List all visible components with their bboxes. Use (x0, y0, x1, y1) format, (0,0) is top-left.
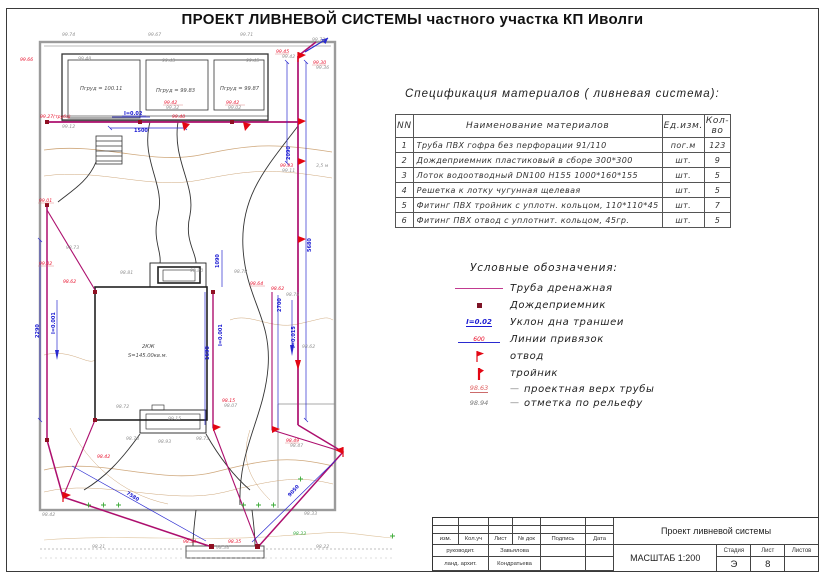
spec-col-name: Наименование материалов (413, 115, 662, 138)
legend-dash: — (510, 384, 519, 394)
spec-col-unit: Ед.изм. (662, 115, 704, 138)
plan-label: 1090 (215, 254, 221, 268)
spec-cell-unit: пог.м (662, 138, 704, 153)
tb-role: ланд. архит. (433, 557, 489, 571)
legend-item (448, 365, 748, 382)
plan-label: 99.36 (316, 66, 330, 71)
plan-label: 98.21 (92, 545, 106, 550)
tb-header-cell: Кол.уч (459, 534, 489, 545)
tb-header-cell: изм. (433, 534, 459, 545)
plan-label: 99.42 (164, 101, 178, 106)
legend-item-label: Линии привязок (510, 334, 604, 345)
plan-label: 5680 (307, 238, 313, 252)
garden-paths (58, 122, 298, 546)
plan-label: Пгруд = 99.83 (156, 88, 196, 94)
plan-label: 98.81 (120, 271, 134, 276)
sheets-cell (785, 545, 818, 571)
title-block-revision-grid (433, 518, 614, 571)
spec-cell-qty: 5 (704, 213, 730, 228)
plan-label: 98.42 (97, 455, 111, 460)
plan-label: 9050 (287, 483, 301, 499)
plan-label: 98.73 (196, 437, 210, 442)
legend-item-label: Труба дренажная (510, 283, 613, 294)
spec-cell-unit: шт. (662, 153, 704, 168)
plan-label: 98.33 (293, 532, 307, 537)
tie-line-value: 600 (473, 335, 485, 343)
plan-label: 99.48 (78, 57, 92, 62)
plan-label: 98.42 (42, 513, 56, 518)
sheet-value: 8 (765, 558, 771, 570)
plan-label: 99.42 (226, 101, 240, 106)
project-name: Проект ливневой системы (614, 518, 818, 545)
spec-row (396, 213, 731, 228)
plan-label: 98.62 (271, 287, 285, 292)
plan-label: 98.78 (286, 293, 300, 298)
plan-label: 98.34 (183, 540, 197, 545)
plan-label: 98.22 (316, 545, 330, 550)
spec-table (395, 114, 731, 228)
legend-item-label: отвод (510, 351, 544, 362)
legend-heading: Условные обозначения: (470, 262, 618, 274)
plan-label: 2700 (277, 298, 283, 312)
plan-label: 99.01 (39, 199, 53, 204)
plan-label: 98.78 (126, 437, 140, 442)
plan-label: 99.71 (240, 33, 254, 38)
plan-label: 99.30 (313, 61, 327, 66)
spec-row (396, 168, 731, 183)
spec-cell-qty: 7 (704, 198, 730, 213)
plan-label: 99.45 (276, 50, 290, 55)
plan-label: 99.42 (282, 55, 296, 60)
plan-label: 99.12 (62, 125, 76, 130)
legend-item-label: тройник (510, 368, 559, 379)
tb-header-cell: Лист (489, 534, 513, 545)
spec-cell-unit: шт. (662, 213, 704, 228)
plan-label: 2КЖ (142, 344, 155, 350)
spec-cell-unit: шт. (662, 183, 704, 198)
plan-label: 1500 (134, 128, 148, 134)
plan-label: 98.64 (250, 282, 264, 287)
tb-header-cell: Подпись (541, 534, 586, 545)
plan-label: 98.62 (302, 345, 316, 350)
spec-cell-unit: шт. (662, 198, 704, 213)
plan-label: 99.67 (148, 33, 162, 38)
spec-row (396, 153, 731, 168)
tb-role-name: Завьялова (489, 545, 541, 557)
sheet-cell (751, 545, 785, 571)
legend-item (448, 382, 748, 396)
legend-item-label: Уклон дна траншеи (510, 317, 624, 328)
slope-label-icon: I=0.02 (466, 318, 492, 326)
legend-item (448, 331, 748, 348)
plan-label: 99.32 (166, 106, 180, 111)
relief-elevation-mark: 98.94 (469, 398, 489, 407)
spec-cell-name: Решетка к лотку чугунная щелевая (413, 183, 662, 198)
spec-row (396, 138, 731, 153)
plan-label: I=0.001 (51, 312, 57, 334)
plan-label: I=0.02 (124, 111, 143, 117)
spec-cell-name: Фитинг ПВХ отвод с уплотнит. кольцом, 45гр. (413, 213, 662, 228)
tb-header-cell: № док (513, 534, 541, 545)
project-elevation-mark: 98.63 (469, 384, 489, 392)
outlet-flag-icon (474, 350, 485, 363)
stage-value: Э (730, 558, 738, 570)
legend-item (448, 297, 748, 314)
plan-label: 99.66 (20, 58, 34, 63)
tb-header-cell: Дата (586, 534, 614, 545)
legend-item (448, 396, 748, 410)
plan-label: 98.73 (66, 246, 80, 251)
spec-row (396, 183, 731, 198)
plan-label: 98.33 (304, 512, 318, 517)
plan-label: 99.72 (312, 38, 326, 43)
plan-label: 98.07 (224, 404, 238, 409)
tie-line-icon (458, 337, 500, 343)
sheet-label: Лист (751, 545, 784, 557)
rain-inlet-squares (45, 120, 260, 549)
plan-label: 99.74 (62, 33, 76, 38)
plan-label: 99.43 (162, 59, 176, 64)
title-block-main (614, 518, 818, 571)
plan-label: 99.27(труба) (40, 115, 71, 120)
spec-header-row (396, 115, 731, 138)
rain-inlet-square-icon (477, 303, 482, 308)
title-block (432, 517, 818, 571)
spec-col-nn: NN (396, 115, 414, 138)
legend (448, 262, 748, 410)
spec-cell-n: 5 (396, 198, 414, 213)
legend-item-label: Дождеприемник (510, 300, 606, 311)
plan-label: 99.40 (172, 115, 186, 120)
spec-cell-unit: шт. (662, 168, 704, 183)
plan-label: 98.72 (116, 405, 130, 410)
plan-label: 2090 (286, 146, 292, 160)
plan-label: 98.93 (158, 440, 172, 445)
plan-label: I=0.015 (291, 326, 297, 348)
plan-label: 2290 (35, 324, 41, 338)
drawing-scale: МАСШТАБ 1:200 (614, 545, 717, 571)
plan-label: 98.49 (286, 439, 300, 444)
drain-pipe-line-icon (455, 288, 503, 289)
legend-item-label: проектная верх трубы (524, 383, 655, 395)
tb-role-name: Кондратьева (489, 557, 541, 571)
tb-role: руководит. (433, 545, 489, 557)
plan-label: I=0.001 (218, 324, 224, 346)
plan-label: Пгруд = 99.87 (220, 86, 260, 92)
plan-label: S=145.00кв.м. (128, 353, 168, 359)
plan-label: 98.34 (216, 546, 230, 551)
plan-label: 3,5 м (316, 164, 329, 169)
legend-item (448, 280, 748, 297)
plan-label: Пгруд = 100.11 (80, 86, 123, 92)
spec-cell-n: 4 (396, 183, 414, 198)
plan-label: 98.35 (228, 540, 242, 545)
tee-flag-icon (474, 367, 485, 381)
spec-cell-n: 2 (396, 153, 414, 168)
legend-item (448, 348, 748, 365)
spec-cell-n: 3 (396, 168, 414, 183)
legend-dash: — (510, 398, 519, 408)
spec-cell-qty: 123 (704, 138, 730, 153)
plan-label: 99.02 (228, 106, 242, 111)
spec-cell-n: 1 (396, 138, 414, 153)
spec-cell-qty: 5 (704, 183, 730, 198)
sheets-label: Листов (785, 545, 818, 557)
plan-label: 98.62 (63, 280, 77, 285)
plan-label: 99.15 (168, 417, 182, 422)
spec-cell-qty: 9 (704, 153, 730, 168)
spec-cell-name: Лоток водоотводный DN100 H155 1000*160*155 (413, 168, 662, 183)
plan-label: 7580 (124, 490, 140, 504)
spec-cell-qty: 5 (704, 168, 730, 183)
plan-label: 99.93 (280, 164, 294, 169)
plan-label: 99.02 (39, 262, 53, 267)
spec-cell-name: Фитинг ПВХ тройник с уплотн. кольцом, 110*110*45 (413, 198, 662, 213)
plan-label: 99.11 (282, 169, 296, 174)
stage-label: Стадия (717, 545, 750, 557)
plan-label: 99.45 (246, 59, 260, 64)
plan-label: 98.80 (190, 269, 204, 274)
plan-label: 98.78 (234, 270, 248, 275)
stage-cell (717, 545, 751, 571)
spec-cell-name: Дождеприемник пластиковый в сборе 300*300 (413, 153, 662, 168)
spec-row (396, 198, 731, 213)
page-title: ПРОЕКТ ЛИВНЕВОЙ СИСТЕМЫ частного участка КП Иволги (181, 11, 644, 28)
plan-label: 1690 (205, 346, 211, 360)
spec-col-qty: Кол-во (705, 116, 730, 136)
spec-heading: Спецификация материалов ( ливневая система): (405, 88, 720, 100)
plan-label: 98.15 (222, 399, 236, 404)
legend-item (448, 314, 748, 331)
legend-item-label: отметка по рельефу (524, 397, 643, 409)
plan-label: 98.47 (290, 444, 304, 449)
spec-cell-name: Труба ПВХ гофра без перфорации 91/110 (413, 138, 662, 153)
elevation-pair-ticks (38, 54, 326, 443)
materials-specification (395, 88, 731, 228)
spec-cell-n: 6 (396, 213, 414, 228)
sheets-value (785, 557, 818, 571)
